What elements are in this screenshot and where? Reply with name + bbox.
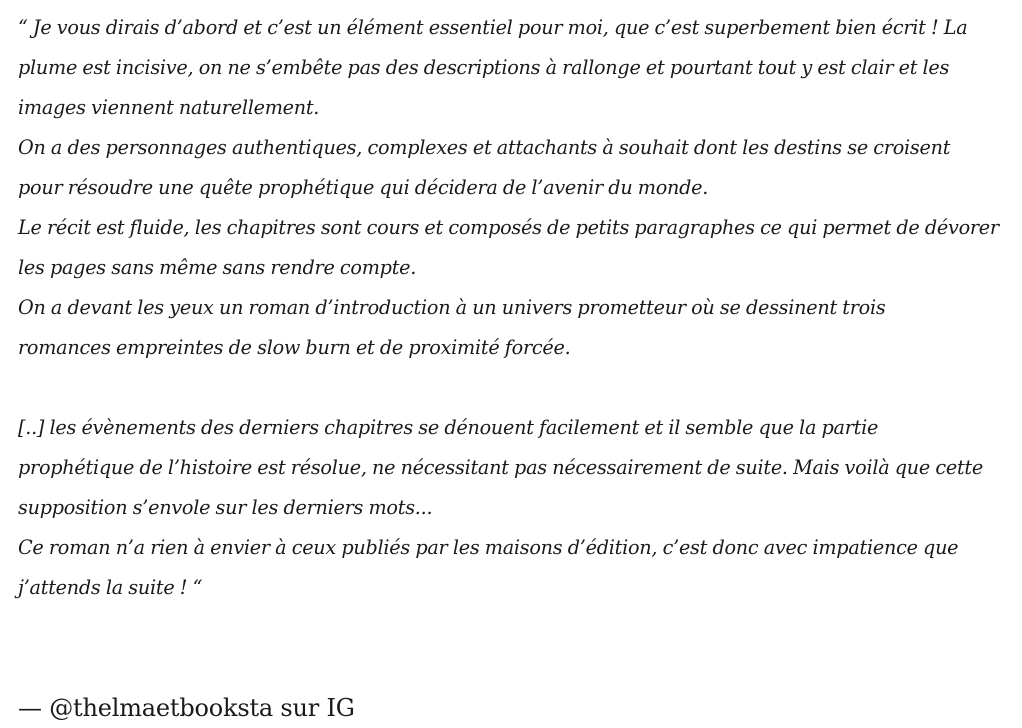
quote-line: plume est incisive, on ne s’embête pas des descriptions à rallonge et pourtant tout y est clair et les bbox=[18, 56, 950, 79]
quote-line: Ce roman n’a rien à envier à ceux publiés par les maisons d’édition, c’est donc avec impatience que bbox=[18, 536, 959, 559]
quote-line: j’attends la suite ! “ bbox=[18, 576, 203, 599]
quote-line: supposition s’envole sur les derniers mots... bbox=[18, 496, 433, 519]
quote-line: Le récit est fluide, les chapitres sont cours et composés de petits paragraphes ce qui permet de dévorer bbox=[18, 216, 999, 239]
testimonial-quote bbox=[18, 8, 1008, 608]
quote-line: [..] les évènements des derniers chapitres se dénouent facilement et il semble que la partie bbox=[18, 416, 879, 439]
quote-line: “ Je vous dirais d’abord et c’est un élément essentiel pour moi, que c’est superbement bien écrit ! La bbox=[18, 16, 968, 39]
quote-line: romances empreintes de slow burn et de proximité forcée. bbox=[18, 336, 571, 359]
quote-line: images viennent naturellement. bbox=[18, 96, 320, 119]
quote-line: On a des personnages authentiques, complexes et attachants à souhait dont les destins se croisent bbox=[18, 136, 951, 159]
quote-line: On a devant les yeux un roman d’introduction à un univers prometteur où se dessinent trois bbox=[18, 296, 886, 319]
quote-line: pour résoudre une quête prophétique qui décidera de l’avenir du monde. bbox=[18, 176, 709, 199]
quote-line: prophétique de l’histoire est résolue, ne nécessitant pas nécessairement de suite. Mais voilà que cette bbox=[18, 456, 983, 479]
paragraph-gap bbox=[18, 368, 1008, 408]
quote-attribution: — @thelmaetbooksta sur IG bbox=[18, 694, 355, 722]
quote-line: les pages sans même sans rendre compte. bbox=[18, 256, 417, 279]
